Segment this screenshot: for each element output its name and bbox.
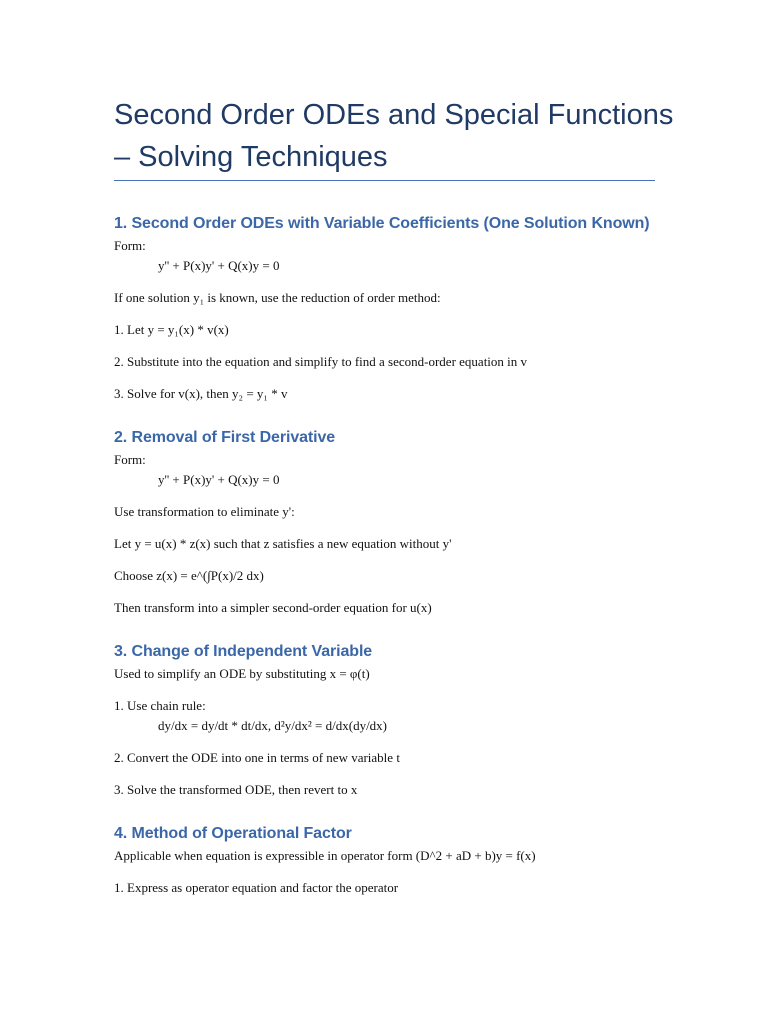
section-2-line-4: Then transform into a simpler second-order equation for u(x) (114, 600, 432, 615)
section-1-step-1: 1. Let y = y₁(x) * v(x) (114, 322, 229, 337)
section-2-line-1: Use transformation to eliminate y': (114, 504, 295, 519)
section-2-line-3: Choose z(x) = e^(∫P(x)/2 dx) (114, 568, 264, 583)
section-2-form-label: Form: (114, 452, 146, 467)
section-2-heading: 2. Removal of First Derivative (114, 429, 336, 446)
section-3 (114, 640, 674, 800)
section-4-step-1: 1. Express as operator equation and factor the operator (114, 880, 399, 895)
title-divider (114, 180, 655, 181)
section-2-line-2: Let y = u(x) * z(x) such that z satisfies a new equation without y' (114, 536, 452, 551)
document-body (114, 212, 674, 898)
section-3-step-2: 2. Convert the ODE into one in terms of new variable t (114, 750, 400, 765)
section-3-step-1-label: 1. Use chain rule: (114, 698, 206, 713)
section-1-intro: If one solution y₁ is known, use the reduction of order method: (114, 290, 441, 305)
section-1 (114, 212, 674, 404)
section-1-step-2: 2. Substitute into the equation and simplify to find a second-order equation in v (114, 354, 528, 369)
section-1-form-equation: y'' + P(x)y' + Q(x)y = 0 (158, 258, 280, 273)
section-1-form-label: Form: (114, 238, 146, 253)
section-1-heading: 1. Second Order ODEs with Variable Coefficients (One Solution Known) (114, 215, 650, 232)
section-3-intro: Used to simplify an ODE by substituting x = φ(t) (114, 666, 370, 681)
section-1-step-3: 3. Solve for v(x), then y₂ = y₁ * v (114, 386, 288, 401)
section-4-intro: Applicable when equation is expressible in operator form (D^2 + aD + b)y = f(x) (114, 848, 536, 863)
section-4-heading: 4. Method of Operational Factor (114, 825, 352, 842)
section-2-form-equation: y'' + P(x)y' + Q(x)y = 0 (158, 472, 280, 487)
section-2 (114, 426, 674, 618)
document-title: Second Order ODEs and Special Functions – Solving Techniques (114, 99, 674, 173)
section-3-step-3: 3. Solve the transformed ODE, then revert to x (114, 782, 358, 797)
section-3-step-1-equation: dy/dx = dy/dt * dt/dx, d²y/dx² = d/dx(dy/dx) (158, 718, 388, 733)
section-4 (114, 822, 674, 898)
section-3-heading: 3. Change of Independent Variable (114, 643, 373, 660)
